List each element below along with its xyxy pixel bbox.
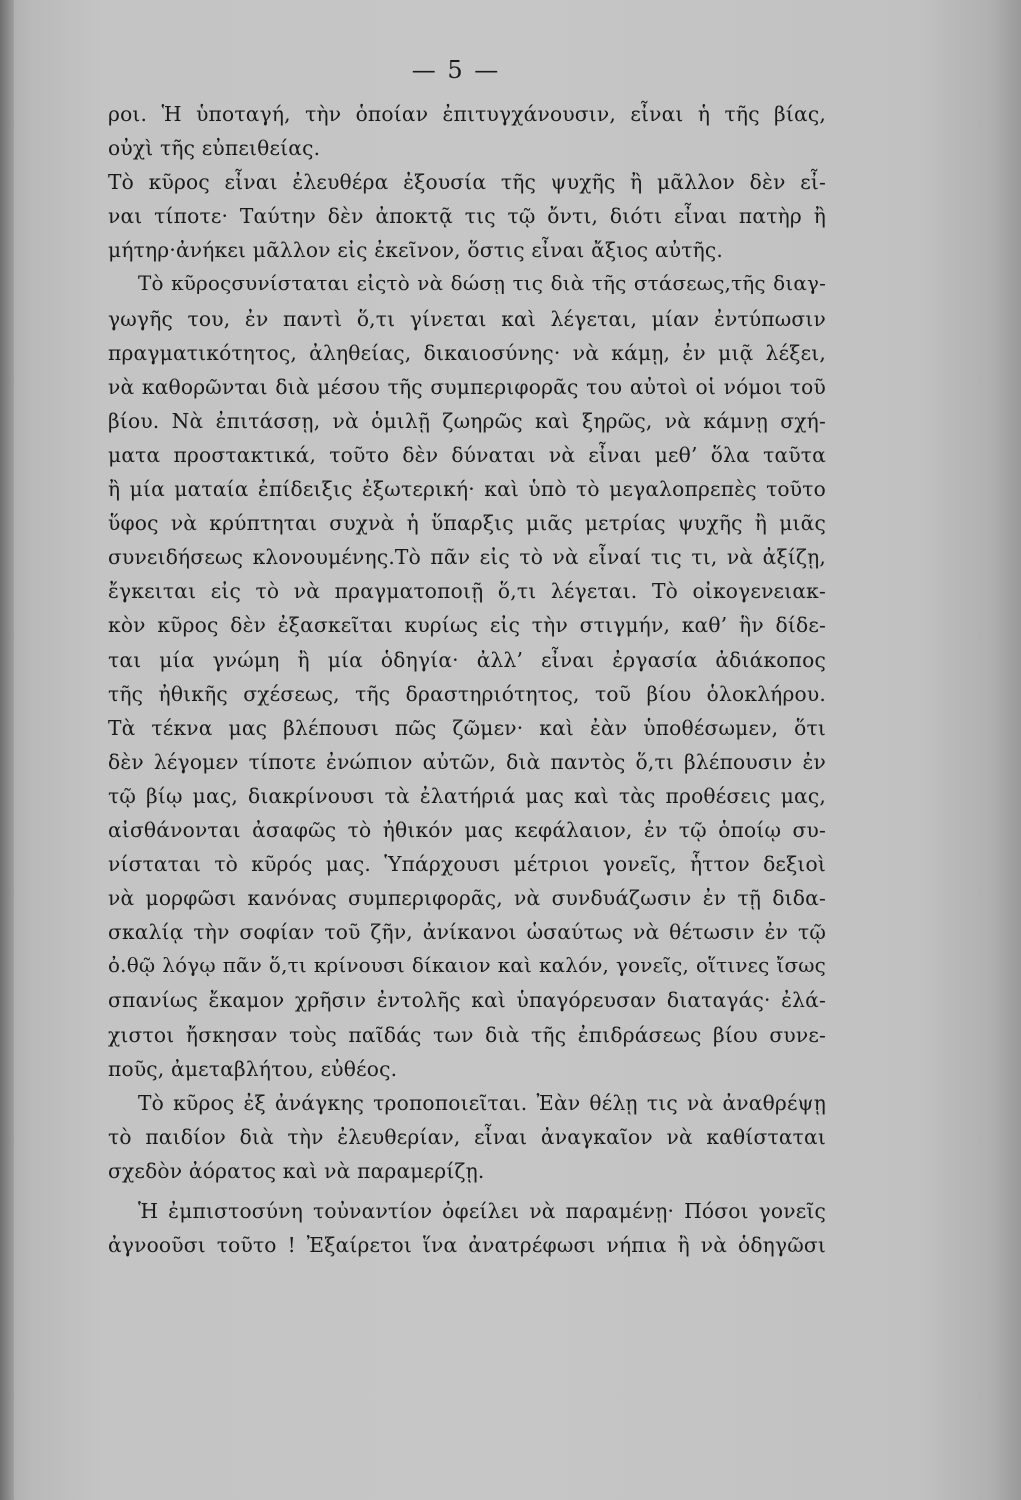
- text-line: ναι τίποτε· Ταύτην δὲν ἀποκτᾷ τις τῷ ὄντι, διότι εἶναι πατὴρ ἢ: [108, 204, 826, 229]
- text-line: Τὸ κῦρος εἶναι ἐλευθέρα ἐξουσία τῆς ψυχῆς ἢ μᾶλλον δὲν εἶ-: [108, 170, 826, 195]
- text-line: ἔγκειται εἰς τὸ νὰ πραγματοποιῇ ὅ,τι λέγεται. Τὸ οἰκογενειακ-: [108, 579, 826, 604]
- binding-shadow: [0, 0, 14, 1500]
- text-line: οὐχὶ τῆς εὐπειθείας.: [108, 136, 321, 161]
- text-line: σκαλίᾳ τὴν σοφίαν τοῦ ζῆν, ἀνίκανοι ὡσαύτως νὰ θέτωσιν ἐν τῷ: [108, 920, 826, 945]
- text-line: νίσταται τὸ κῦρός μας. Ὑπάρχουσι μέτριοι γονεῖς, ἧττον δεξιοὶ: [108, 852, 826, 877]
- text-line: δὲν λέγομεν τίποτε ἐνώπιον αὐτῶν, διὰ παντὸς ὅ,τι βλέπουσιν ἐν: [108, 749, 826, 774]
- text-line: τῆς ἠθικῆς σχέσεως, τῆς δραστηριότητος, τοῦ βίου ὁλοκλήρου.: [108, 681, 826, 706]
- text-line: βίου. Νὰ ἐπιτάσσῃ, νὰ ὁμιλῇ ζωηρῶς καὶ ξηρῶς, νὰ κάμνῃ σχή-: [108, 408, 826, 433]
- page-number: — 5 —: [411, 56, 501, 84]
- text-line: ὕφος νὰ κρύπτηται συχνὰ ἡ ὕπαρξις μιᾶς μετρίας ψυχῆς ἢ μιᾶς: [108, 511, 826, 536]
- text-line: νὰ μορφῶσι κανόνας συμπεριφορᾶς, νὰ συνδυάζωσιν ἐν τῇ διδα-: [108, 886, 826, 911]
- text-line: πραγματικότητος, ἀληθείας, δικαιοσύνης· νὰ κάμῃ, ἐν μιᾷ λέξει,: [108, 340, 826, 365]
- text-line: ται μία γνώμη ἢ μία ὁδηγία· ἀλλ’ εἶναι ἐργασία ἀδιάκοπος: [108, 647, 826, 672]
- text-line: ὀ.θῷ λόγῳ πᾶν ὅ,τι κρίνουσι δίκαιον καὶ καλόν, γονεῖς, οἵτινες ἴσως: [108, 954, 826, 978]
- text-line: ματα προστακτικά, τοῦτο δὲν δύναται νὰ εἶναι μεθ’ ὅλα ταῦτα: [108, 442, 826, 467]
- text-line: κὸν κῦρος δὲν ἐξασκεῖται κυρίως εἰς τὴν στιγμήν, καθ’ ἣν δίδε-: [108, 613, 826, 638]
- text-line: ποῦς, ἀμεταβλήτου, εὐθέος.: [108, 1056, 398, 1081]
- text-line: Τὰ τέκνα μας βλέπουσι πῶς ζῶμεν· καὶ ἐὰν ὑποθέσωμεν, ὅτι: [108, 715, 826, 740]
- text-line: Τὸ κῦρος ἐξ ἀνάγκης τροποποιεῖται. Ἐὰν θέλῃ τις νὰ ἀναθρέψῃ: [138, 1090, 826, 1115]
- text-line: συνειδήσεως κλονουμένης.Τὸ πᾶν εἰς τὸ νὰ εἶναί τις τι, νὰ ἀξίζῃ,: [108, 545, 826, 570]
- text-line: ροι. Ἡ ὑποταγή, τὴν ὁποίαν ἐπιτυγχάνουσιν, εἶναι ἡ τῆς βίας,: [108, 102, 826, 126]
- text-line: χιστοι ἤσκησαν τοὺς παῖδάς των διὰ τῆς ἐπιδράσεως βίου συνε-: [108, 1022, 826, 1047]
- text-line: Τὸ κῦροςσυνίσταται εἰςτὸ νὰ δώσῃ τις διὰ τῆς στάσεως,τῆς διαγ-: [138, 272, 826, 296]
- text-line: μήτηρ·ἀνήκει μᾶλλον εἰς ἐκεῖνον, ὅστις εἶναι ἄξιος αὐτῆς.: [108, 238, 723, 263]
- text-line: σχεδὸν ἀόρατος καὶ νὰ παραμερίζῃ.: [108, 1158, 485, 1183]
- text-line: ἀγνοοῦσι τοῦτο ! Ἐξαίρετοι ἵνα ἀνατρέφωσι νήπια ἢ νὰ ὁδηγῶσι: [108, 1233, 826, 1258]
- text-line: νὰ καθορῶνται διὰ μέσου τῆς συμπεριφορᾶς του αὐτοὶ οἱ νόμοι τοῦ: [108, 374, 826, 399]
- text-line: Ἡ ἐμπιστοσύνη τοὐναντίον ὀφείλει νὰ παραμένῃ· Πόσοι γονεῖς: [138, 1199, 826, 1223]
- text-line: αἰσθάνονται ἀσαφῶς τὸ ἠθικόν μας κεφάλαιον, ἐν τῷ ὁποίῳ συ-: [108, 817, 826, 842]
- text-line: γωγῆς του, ἐν παντὶ ὅ,τι γίνεται καὶ λέγεται, μίαν ἐντύπωσιν: [108, 306, 826, 331]
- text-line: τῷ βίῳ μας, διακρίνουσι τὰ ἐλατήριά μας καὶ τὰς προθέσεις μας,: [108, 783, 826, 808]
- body-text: [108, 97, 826, 1262]
- text-line: ἢ μία ματαία ἐπίδειξις ἐξωτερική· καὶ ὑπὸ τὸ μεγαλοπρεπὲς τοῦτο: [108, 477, 826, 502]
- text-line: τὸ παιδίον διὰ τὴν ἐλευθερίαν, εἶναι ἀναγκαῖον νὰ καθίσταται: [108, 1124, 826, 1149]
- text-line: σπανίως ἔκαμον χρῆσιν ἐντολῆς καὶ ὑπαγόρευσαν διαταγάς· ἐλά-: [108, 988, 826, 1013]
